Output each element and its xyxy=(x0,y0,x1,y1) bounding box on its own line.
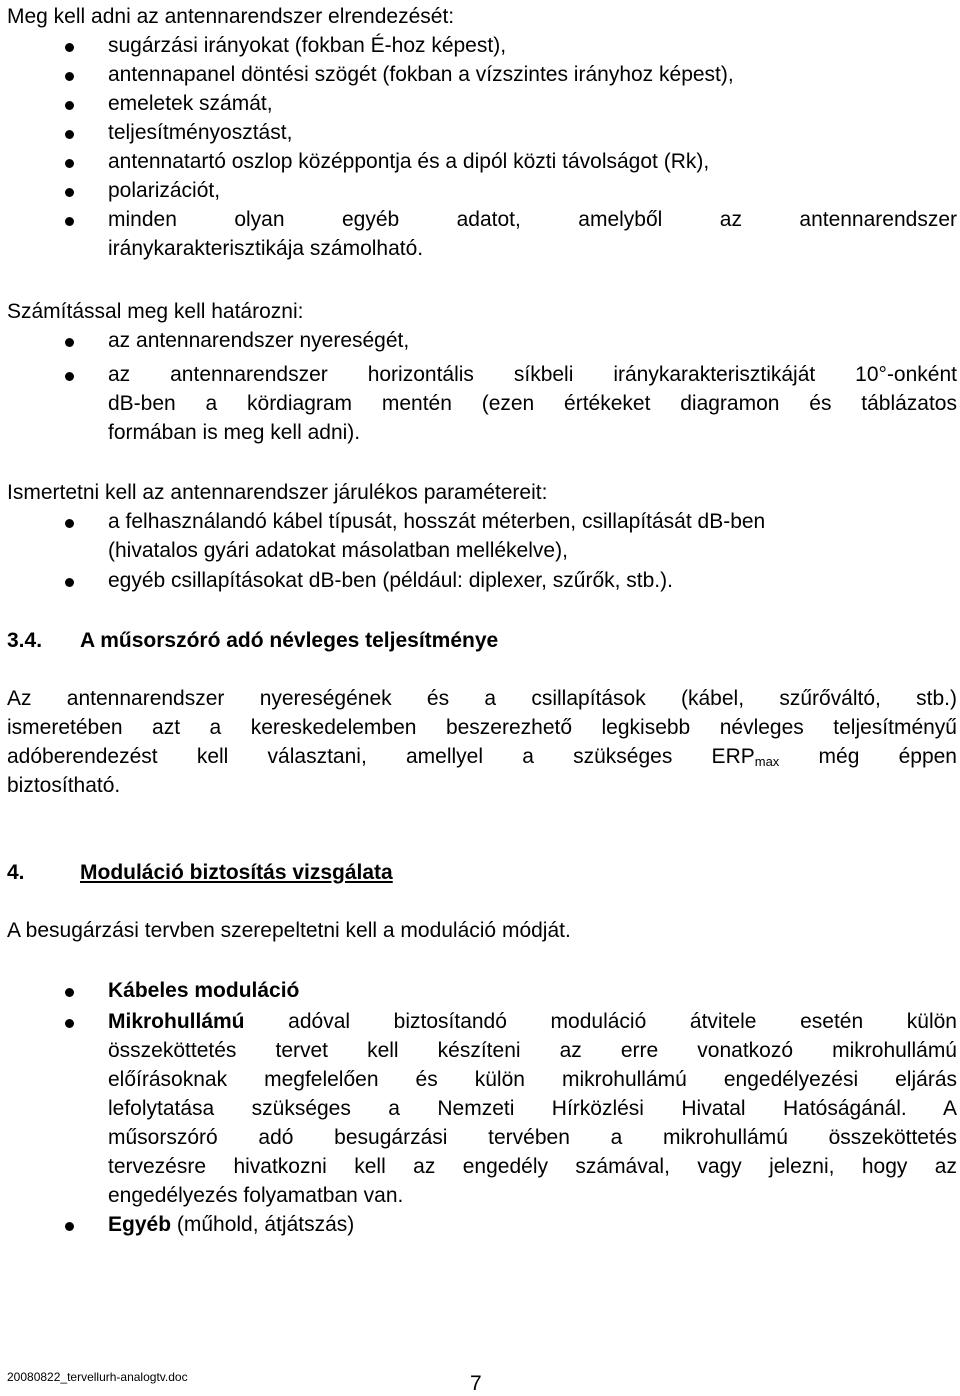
paragraph-line: ismeretében azt a kereskedelemben beszerezhető legkisebb névleges teljesítményű xyxy=(7,716,957,739)
calc-intro: Számítással meg kell határozni: xyxy=(7,300,304,323)
section-title: A műsorszóró adó névleges teljesítménye xyxy=(80,629,499,652)
list-item-line: műsorszóró adó besugárzási tervében a mikrohullámú összeköttetés xyxy=(108,1126,957,1149)
list-item-line: iránykarakterisztikája számolható. xyxy=(108,237,424,260)
list-item: egyéb csillapításokat dB-ben (például: diplexer, szűrők, stb.). xyxy=(108,569,673,592)
section-number: 3.4. xyxy=(7,629,43,652)
list-item: antennatartó oszlop középpontja és a dipól közti távolságot (Rk), xyxy=(108,150,710,173)
section-title: Moduláció biztosítás vizsgálata xyxy=(80,861,393,884)
bold-term: Egyéb xyxy=(108,1213,172,1236)
list-item-line: minden olyan egyéb adatot, amelyből az antennarendszer xyxy=(108,208,957,231)
list-item-line: az antennarendszer horizontális síkbeli iránykarakterisztikáját 10°-onként xyxy=(108,363,957,386)
list-item-line: összeköttetés tervet kell készíteni az erre vonatkozó mikrohullámú xyxy=(108,1039,957,1062)
bullet-icon xyxy=(65,188,74,197)
list-item: Kábeles moduláció xyxy=(108,979,300,1002)
list-item: emeletek számát, xyxy=(108,92,273,115)
list-item xyxy=(108,1210,957,1239)
arrangement-intro: Meg kell adni az antennarendszer elrendezését: xyxy=(7,5,455,28)
bold-term: Mikrohullámú xyxy=(108,1010,245,1033)
list-item-text: (műhold, átjátszás) xyxy=(171,1213,355,1236)
list-item: antennapanel döntési szögét (fokban a vízszintes irányhoz képest), xyxy=(108,63,734,86)
bullet-icon xyxy=(65,43,74,52)
list-item-line: a felhasználandó kábel típusát, hosszát méterben, csillapítását dB-ben xyxy=(108,510,766,533)
bullet-icon xyxy=(65,519,74,528)
paragraph-text: még éppen xyxy=(779,745,957,768)
bullet-icon xyxy=(65,130,74,139)
list-item-text: adóval biztosítandó moduláció átvitele esetén külön xyxy=(244,1010,957,1033)
paragraph-line: Az antennarendszer nyereségének és a csillapítások (kábel, szűrőváltó, stb.) xyxy=(7,687,957,710)
list-item-line: előírásoknak megfelelően és külön mikrohullámú engedélyezési eljárás xyxy=(108,1068,957,1091)
list-item-line: dB-ben a kördiagram mentén (ezen értékeket diagramon és táblázatos xyxy=(108,392,957,415)
bullet-icon xyxy=(65,72,74,81)
bullet-icon xyxy=(65,1019,74,1028)
paragraph-line: biztosítható. xyxy=(7,774,121,797)
bullet-icon xyxy=(65,1222,74,1231)
bullet-icon xyxy=(65,578,74,587)
bullet-icon xyxy=(65,159,74,168)
list-item-line xyxy=(108,1007,957,1036)
bullet-icon xyxy=(65,988,74,997)
list-item-line: lefolytatása szükséges a Nemzeti Hírközlési Hivatal Hatóságánál. A xyxy=(108,1097,957,1120)
params-intro: Ismertetni kell az antennarendszer járulékos paramétereit: xyxy=(7,481,548,504)
paragraph: A besugárzási tervben szerepeltetni kell a moduláció módját. xyxy=(7,919,571,942)
list-item-line: engedélyezés folyamatban van. xyxy=(108,1184,404,1207)
list-item-line: tervezésre hivatkozni kell az engedély számával, vagy jelezni, hogy az xyxy=(108,1155,957,1178)
bullet-icon xyxy=(65,101,74,110)
list-item: polarizációt, xyxy=(108,179,221,202)
list-item: teljesítményosztást, xyxy=(108,121,293,144)
list-item: az antennarendszer nyereségét, xyxy=(108,329,410,352)
bullet-icon xyxy=(65,217,74,226)
page-number: 7 xyxy=(470,1372,482,1395)
erp-subscript: max xyxy=(754,754,780,769)
paragraph-line xyxy=(7,742,957,771)
erp-text: adóberendezést kell választani, amellyel a szükséges ERP xyxy=(7,745,755,768)
bullet-icon xyxy=(65,372,74,381)
list-item-line: formában is meg kell adni). xyxy=(108,421,361,444)
footer-filename: 20080822_tervellurh-analogtv.doc xyxy=(7,1370,188,1384)
bullet-icon xyxy=(65,338,74,347)
list-item: sugárzási irányokat (fokban É-hoz képest), xyxy=(108,34,507,57)
section-number: 4. xyxy=(7,861,25,884)
list-item-line: (hivatalos gyári adatokat másolatban mellékelve), xyxy=(108,539,568,562)
